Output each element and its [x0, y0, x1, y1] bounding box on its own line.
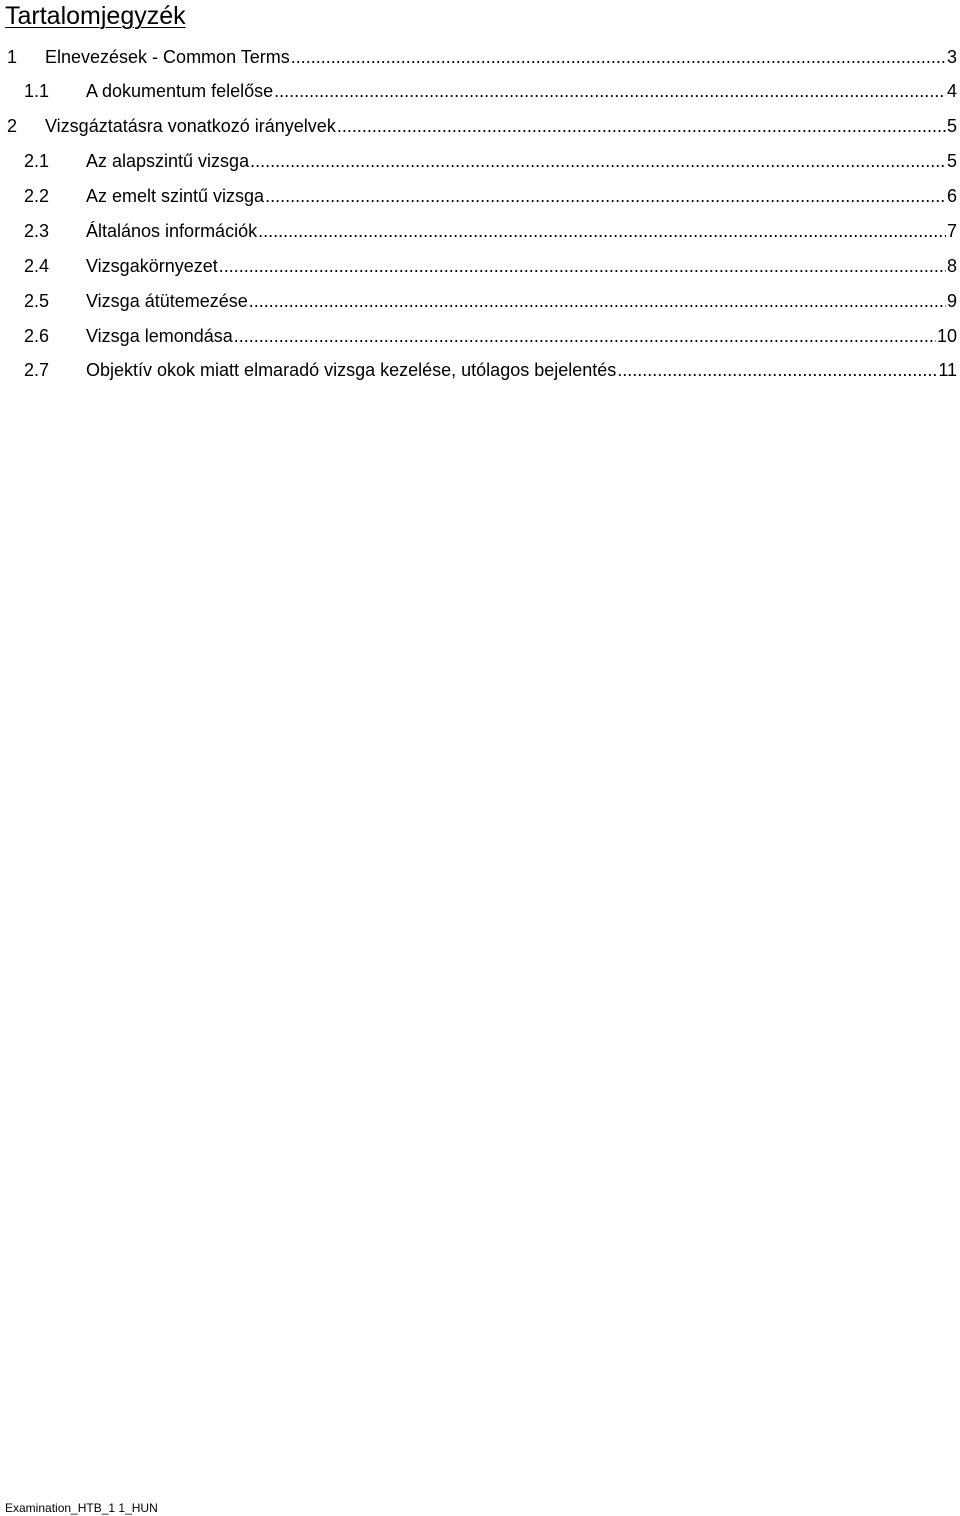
toc-entry-text: Vizsga lemondása [86, 326, 233, 346]
dot-leader [617, 353, 937, 387]
toc-entry-2-2[interactable] [24, 179, 957, 213]
dot-leader [265, 179, 946, 213]
toc-entry-text: Vizsga átütemezése [86, 291, 248, 311]
dot-leader [337, 109, 946, 143]
toc-entry-text: Objektív okok miatt elmaradó vizsga kezelése, utólagos bejelentés [86, 360, 617, 380]
dot-leader [234, 319, 936, 353]
toc-entry-2-7[interactable] [24, 353, 957, 387]
toc-entry-number: 2.7 [24, 360, 50, 380]
toc-entry-page: 11 [938, 360, 957, 380]
toc-entry-number: 1 [7, 47, 18, 67]
toc-entry-text: Az emelt szintű vizsga [86, 186, 265, 206]
dot-leader [219, 249, 946, 283]
toc-entry-text: Vizsgáztatásra vonatkozó irányelvek [45, 116, 336, 136]
toc-entry-page: 3 [946, 47, 957, 67]
dot-leader [258, 214, 946, 248]
toc-entry-text: Általános információk [86, 221, 258, 241]
toc-entry-page: 6 [946, 186, 957, 206]
toc-entry-number: 2.2 [24, 186, 50, 206]
toc-entry-2-5[interactable] [24, 284, 957, 318]
toc-entry-1-1[interactable] [24, 74, 957, 108]
dot-leader [250, 144, 946, 178]
toc-entry-page: 5 [946, 116, 957, 136]
dot-leader [249, 284, 946, 318]
toc-entry-text: Az alapszintű vizsga [86, 151, 250, 171]
toc-entry-page: 7 [946, 221, 957, 241]
dot-leader [291, 40, 946, 74]
toc-entry-page: 8 [946, 256, 957, 276]
page-title: Tartalomjegyzék [5, 2, 186, 30]
toc-entry-page: 4 [946, 81, 957, 101]
toc-entry-1[interactable] [7, 40, 957, 74]
dot-leader [274, 74, 946, 108]
toc-entry-2-1[interactable] [24, 144, 957, 178]
toc-entry-2[interactable] [7, 109, 957, 143]
toc-entry-number: 2.6 [24, 326, 50, 346]
toc-entry-2-4[interactable] [24, 249, 957, 283]
page-footer: Examination_HTB_1 1_HUN [5, 1501, 158, 1515]
toc-entry-page: 5 [946, 151, 957, 171]
toc-entry-number: 2.5 [24, 291, 50, 311]
toc-entry-number: 2 [7, 116, 18, 136]
toc-entry-page: 9 [946, 291, 957, 311]
toc-entry-2-3[interactable] [24, 214, 957, 248]
toc-entry-number: 2.4 [24, 256, 50, 276]
toc-entry-number: 1.1 [24, 81, 50, 101]
toc-entry-text: Vizsgakörnyezet [86, 256, 218, 276]
toc-entry-number: 2.3 [24, 221, 50, 241]
toc-entry-text: A dokumentum felelőse [86, 81, 274, 101]
toc-entry-number: 2.1 [24, 151, 50, 171]
toc-entry-page: 10 [936, 326, 957, 346]
toc-entry-text: Elnevezések - Common Terms [45, 47, 290, 67]
toc-entry-2-6[interactable] [24, 319, 957, 353]
